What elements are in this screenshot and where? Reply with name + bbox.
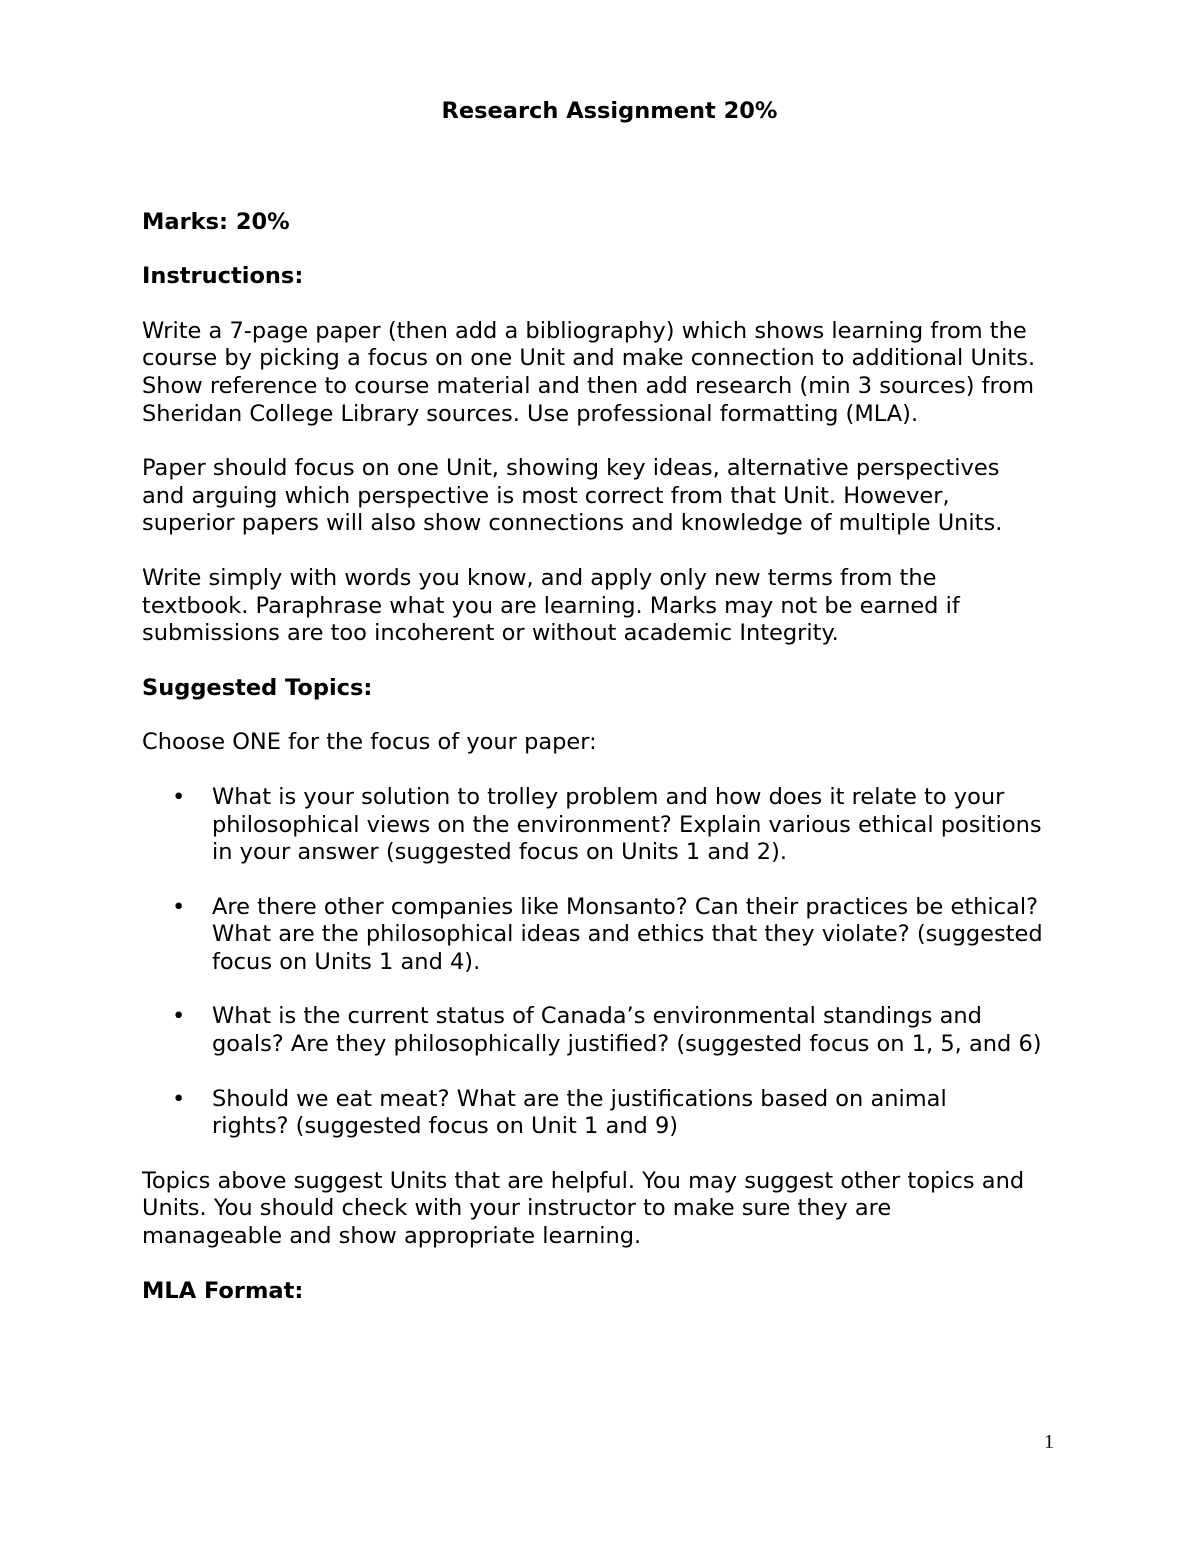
marks-label: Marks: 20%	[142, 208, 290, 235]
page-number: 1	[1044, 1431, 1054, 1453]
bullet-icon: •	[172, 1003, 186, 1030]
topic-text: What is your solution to trolley problem and how does it relate to your philosophical views on the environment? Explain various ethical positions in your answer (suggested focus on Units 1 and 2).	[212, 783, 1042, 866]
topics-intro: Choose ONE for the focus of your paper:	[142, 729, 597, 756]
topic-text: Are there other companies like Monsanto? Can their practices be ethical? What are the philosophical ideas and ethics that they violate? (suggested focus on Units 1 and 4).	[212, 893, 1043, 975]
topics-note: Topics above suggest Units that are helpful. You may suggest other topics and Units. You should check with your instructor to make sure they are manageable and show appropriate learning.	[142, 1167, 1025, 1250]
document-body	[142, 98, 1057, 1305]
bullet-icon: •	[172, 1085, 186, 1112]
bullet-icon: •	[172, 893, 186, 920]
focus-paragraph: Paper should focus on one Unit, showing key ideas, alternative perspectives and arguing which perspective is most correct from that Unit. However, superior papers will also show connections and knowledge of multiple Units.	[142, 455, 1003, 537]
bullet-icon: •	[172, 783, 186, 810]
instructions-paragraph: Write a 7-page paper (then add a bibliography) which shows learning from the course by picking a focus on one Unit and make connection to additional Units. Show reference to course material and then add research (min 3 sources) from Sheridan College Library sources. Use professional formatting (MLA).	[142, 317, 1036, 427]
list-item	[142, 1003, 1057, 1058]
topic-text: Should we eat meat? What are the justifications based on animal rights? (suggested focus on Unit 1 and 9)	[212, 1085, 947, 1140]
topic-text: What is the current status of Canada’s environmental standings and goals? Are they philosophically justified? (suggested focus on 1, 5, and 6)	[212, 1003, 1042, 1058]
list-item	[142, 784, 1047, 867]
instructions-heading: Instructions:	[142, 263, 304, 290]
document-title: Research Assignment 20%	[441, 98, 778, 124]
mla-heading: MLA Format:	[142, 1277, 304, 1304]
topics-list	[142, 784, 1057, 1141]
writing-paragraph: Write simply with words you know, and apply only new terms from the textbook. Paraphrase what you are learning. Marks may not be earned if submissions are too incoherent or without academic Integrity.	[142, 564, 960, 647]
list-item	[142, 1086, 1012, 1141]
topics-heading: Suggested Topics:	[142, 674, 373, 701]
list-item	[142, 894, 1052, 977]
